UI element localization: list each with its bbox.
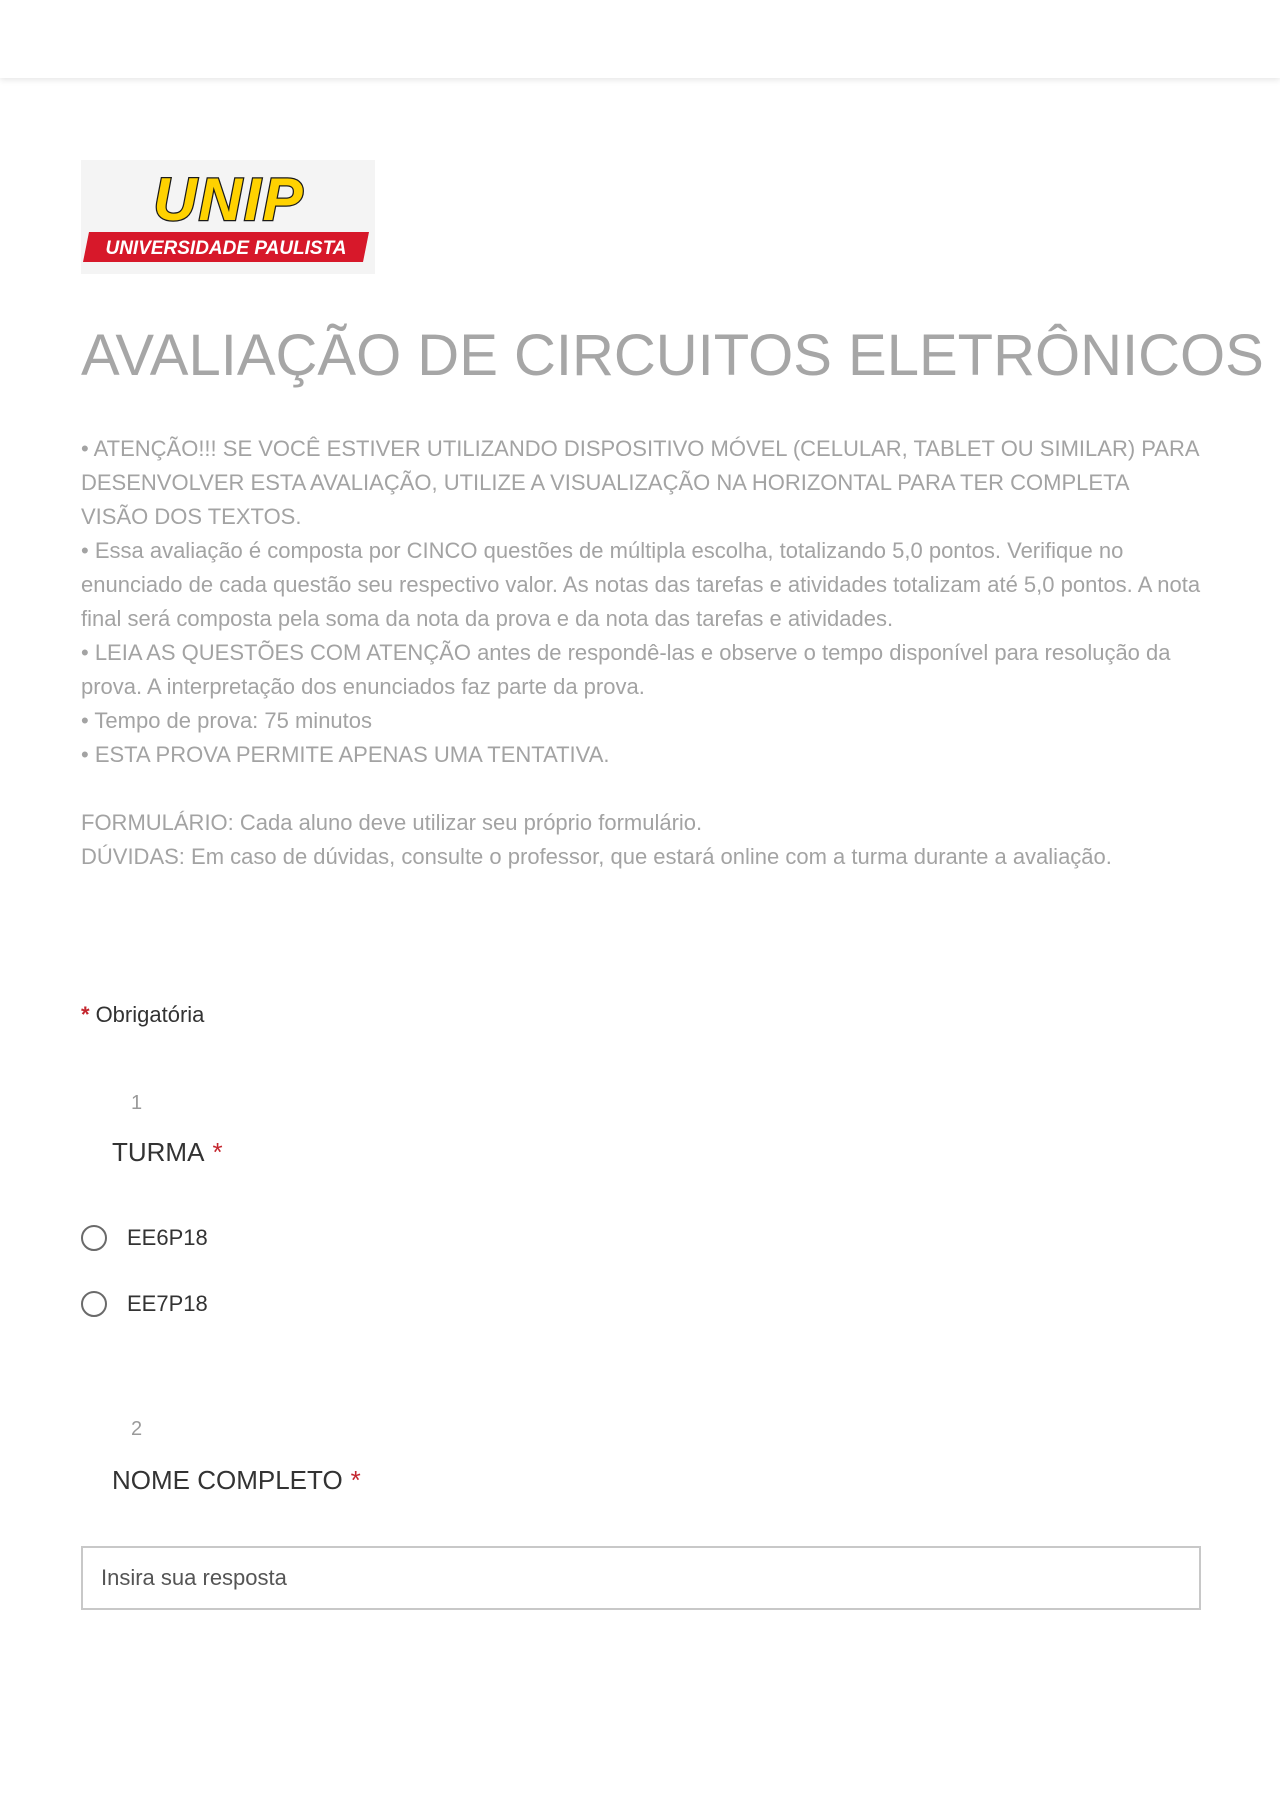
radio-option-ee7p18[interactable]: [81, 1290, 1201, 1318]
unip-logo-image: [81, 160, 375, 274]
description-line: • Essa avaliação é composta por CINCO questões de múltipla escolha, totalizando 5,0 pontos. Verifique no enunciado de cada questão seu respectivo valor. As notas das tarefas e atividades totalizam até 5,0 pontos. A nota final será composta pela soma da nota da prova e da nota das tarefas e atividades.: [81, 537, 1201, 631]
note-line: FORMULÁRIO: Cada aluno deve utilizar seu próprio formulário.: [81, 809, 703, 835]
form-description: [81, 432, 1201, 874]
radio-button[interactable]: [81, 1291, 107, 1317]
form-content: [81, 160, 1264, 1610]
question-title: [112, 1465, 1201, 1496]
logo-subtitle: UNIVERSIDADE PAULISTA: [105, 238, 347, 259]
radio-button[interactable]: [81, 1225, 107, 1251]
form-title: AVALIAÇÃO DE CIRCUITOS ELETRÔNICOS: [81, 323, 1264, 388]
description-line: • ATENÇÃO!!! SE VOCÊ ESTIVER UTILIZANDO DISPOSITIVO MÓVEL (CELULAR, TABLET OU SIMILAR) PARA DESENVOLVER ESTA AVALIAÇÃO, UTILIZE A VISUALIZAÇÃO NA HORIZONTAL PARA TER COMPLETA VISÃO DOS TEXTOS.: [81, 435, 1199, 529]
question-title: [112, 1137, 1201, 1168]
question-nome-completo: [81, 1418, 1201, 1610]
answer-field-wrapper: [81, 1546, 1201, 1610]
note-line: DÚVIDAS: Em caso de dúvidas, consulte o professor, que estará online com a turma durante a avaliação.: [81, 843, 1112, 869]
question-title-text: TURMA: [112, 1136, 205, 1167]
question-title-text: NOME COMPLETO: [112, 1464, 343, 1495]
unip-logo: [81, 160, 375, 274]
question-number: 1: [131, 1091, 143, 1114]
description-line: • ESTA PROVA PERMITE APENAS UMA TENTATIVA.: [81, 741, 610, 767]
top-bar: [0, 0, 1280, 78]
description-line: • LEIA AS QUESTÕES COM ATENÇÃO antes de respondê-las e observe o tempo disponível para resolução da prova. A interpretação dos enunciados faz parte da prova.: [81, 639, 1171, 699]
question-number: 2: [131, 1417, 143, 1440]
description-gap: [81, 772, 1201, 806]
required-star: *: [350, 1464, 361, 1495]
logo-brand: UNIP: [153, 166, 305, 233]
required-note: [81, 1002, 1201, 1028]
description-line: • Tempo de prova: 75 minutos: [81, 707, 373, 733]
radio-option-label: EE7P18: [127, 1290, 208, 1316]
radio-option-label: EE6P18: [127, 1224, 208, 1250]
required-star: *: [81, 1001, 90, 1027]
question-turma: [81, 1092, 1201, 1318]
required-label: Obrigatória: [95, 1001, 205, 1027]
required-star: *: [212, 1136, 223, 1167]
radio-group-turma: [81, 1224, 1201, 1318]
full-name-input[interactable]: [81, 1546, 1201, 1610]
radio-option-ee6p18[interactable]: [81, 1224, 1201, 1252]
